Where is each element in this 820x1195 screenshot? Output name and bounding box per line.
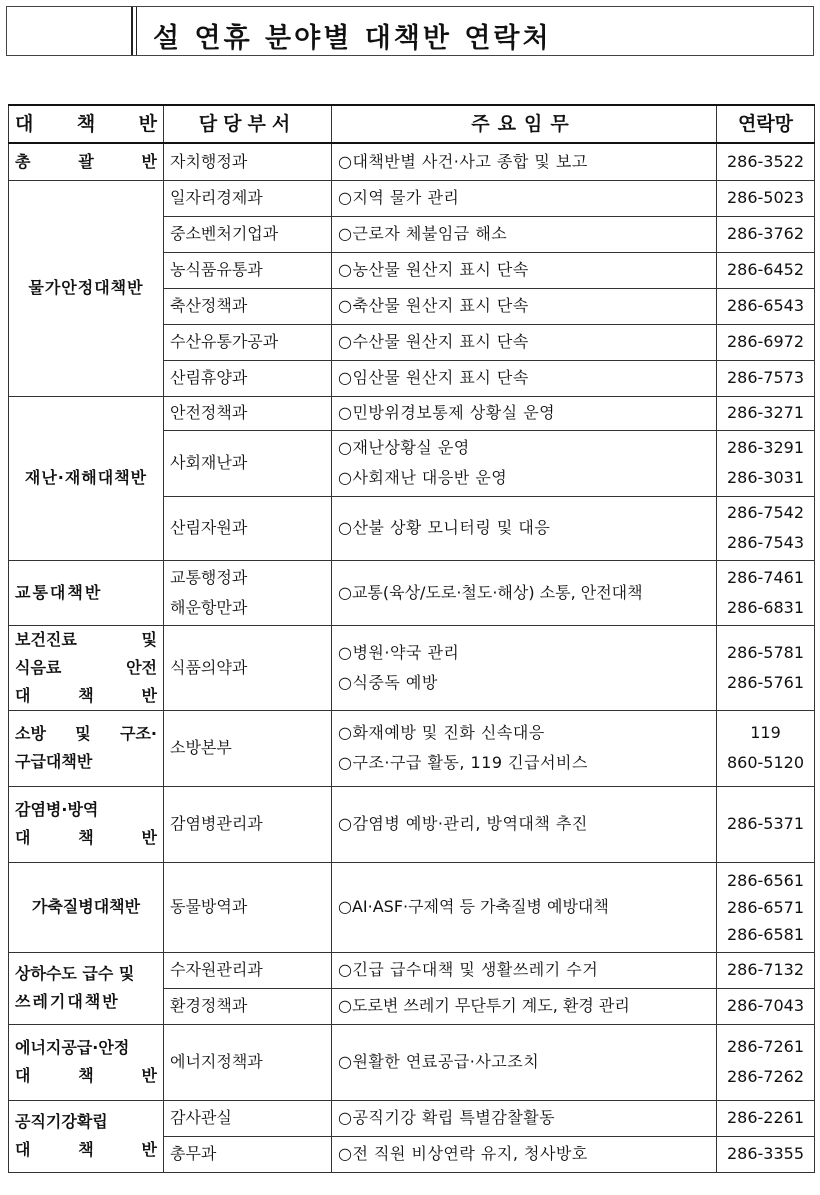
phone-line: 286-7461	[726, 567, 805, 587]
phone-cell	[717, 862, 815, 952]
phone-cell	[717, 625, 815, 710]
table-row	[9, 560, 815, 625]
phone-line: 286-6561	[726, 870, 805, 890]
phone-cell: 286-5023	[717, 180, 815, 216]
phone-line: 286-6831	[726, 597, 805, 617]
duty-cell: ○지역 물가 관리	[332, 180, 717, 216]
duty-cell: ○원활한 연료공급·사고조치	[332, 1024, 717, 1100]
dept-cell: 총무과	[164, 1136, 332, 1172]
phone-cell	[717, 710, 815, 786]
team-cell	[9, 952, 164, 1024]
duty-line: ○화재예방 및 진화 신속대응	[338, 723, 545, 742]
phone-cell: 286-7043	[717, 988, 815, 1024]
team-line: 대 책 반	[15, 1140, 157, 1159]
dept-cell: 안전정책과	[164, 396, 332, 430]
duty-cell	[332, 625, 717, 710]
duty-line: ○식중독 예방	[338, 672, 438, 692]
phone-cell: 286-3271	[717, 396, 815, 430]
title-divider	[131, 7, 133, 55]
team-cell: 물가안정대책반	[9, 180, 164, 396]
duty-cell	[332, 430, 717, 496]
team-cell	[9, 625, 164, 710]
phone-line: 286-5761	[726, 672, 805, 692]
contact-table	[8, 104, 815, 1173]
phone-line: 286-7542	[726, 503, 805, 522]
table-row	[9, 1100, 815, 1136]
duty-line: ○재난상황실 운영	[338, 438, 470, 457]
dept-cell: 산림자원과	[164, 496, 332, 560]
phone-line: 286-6581	[726, 924, 805, 944]
phone-line: 286-3291	[726, 438, 805, 457]
table-header-row	[9, 105, 815, 143]
team-line: 대 책 반	[15, 828, 157, 847]
team-line: 보건진료 및	[15, 629, 157, 649]
phone-line: 286-7543	[726, 533, 805, 552]
phone-cell	[717, 430, 815, 496]
table-row	[9, 143, 815, 180]
dept-cell: 감염병관리과	[164, 786, 332, 862]
page-title: 설 연휴 분야별 대책반 연락처	[153, 23, 552, 54]
phone-cell: 286-3522	[717, 143, 815, 180]
header-dept: 담당부서	[164, 105, 332, 143]
dept-cell: 자치행정과	[164, 143, 332, 180]
team-line: 공직기강확립	[15, 1112, 108, 1131]
dept-cell: 농식품유통과	[164, 252, 332, 288]
team-cell	[9, 1100, 164, 1172]
duty-cell: ○긴급 급수대책 및 생활쓰레기 수거	[332, 952, 717, 988]
duty-cell: ○전 직원 비상연락 유지, 청사방호	[332, 1136, 717, 1172]
dept-cell: 수자원관리과	[164, 952, 332, 988]
team-line: 소방 및 구조·	[15, 724, 157, 743]
phone-cell	[717, 496, 815, 560]
team-line: 상하수도 급수 및	[15, 964, 135, 983]
phone-line: 286-6571	[726, 897, 805, 917]
team-cell	[9, 710, 164, 786]
duty-cell: ○근로자 체불임금 해소	[332, 216, 717, 252]
phone-line: 286-5781	[726, 642, 805, 662]
table-row	[9, 786, 815, 862]
dept-cell: 중소벤처기업과	[164, 216, 332, 252]
table-row	[9, 710, 815, 786]
phone-line: 286-7262	[726, 1067, 805, 1086]
phone-cell: 286-6543	[717, 288, 815, 324]
duty-cell: ○농산물 원산지 표시 단속	[332, 252, 717, 288]
table-row	[9, 396, 815, 430]
duty-cell	[332, 710, 717, 786]
table-row	[9, 180, 815, 216]
phone-cell: 286-3355	[717, 1136, 815, 1172]
header-duty: 주요임무	[332, 105, 717, 143]
duty-cell: ○축산물 원산지 표시 단속	[332, 288, 717, 324]
team-line: 쓰레기대책반	[15, 992, 120, 1011]
phone-line: 286-3031	[726, 468, 805, 487]
team-line: 감염병·방역	[15, 800, 99, 819]
dept-cell: 식품의약과	[164, 625, 332, 710]
dept-cell	[164, 560, 332, 625]
duty-line: ○구조·구급 활동, 119 긴급서비스	[338, 753, 588, 772]
team-cell: 총 괄 반	[9, 143, 164, 180]
phone-cell: 286-6452	[717, 252, 815, 288]
phone-line: 119	[750, 723, 781, 742]
duty-cell: ○공직기강 확립 특별감찰활동	[332, 1100, 717, 1136]
dept-cell: 에너지정책과	[164, 1024, 332, 1100]
duty-cell: ○감염병 예방·관리, 방역대책 추진	[332, 786, 717, 862]
team-cell	[9, 1024, 164, 1100]
dept-cell: 수산유통가공과	[164, 324, 332, 360]
table-row	[9, 862, 815, 952]
title-box	[6, 6, 814, 56]
table-row	[9, 952, 815, 988]
phone-cell: 286-5371	[717, 786, 815, 862]
duty-cell: ○교통(육상/도로·철도·해상) 소통, 안전대책	[332, 560, 717, 625]
phone-cell	[717, 560, 815, 625]
duty-cell: ○임산물 원산지 표시 단속	[332, 360, 717, 396]
phone-line: 286-7261	[726, 1037, 805, 1056]
dept-cell: 사회재난과	[164, 430, 332, 496]
dept-cell: 산림휴양과	[164, 360, 332, 396]
dept-cell: 축산정책과	[164, 288, 332, 324]
team-line: 구급대책반	[15, 752, 93, 771]
duty-cell: ○산불 상황 모니터링 및 대응	[332, 496, 717, 560]
title-divider	[136, 7, 137, 55]
phone-cell: 286-7132	[717, 952, 815, 988]
dept-line: 교통행정과	[170, 567, 248, 587]
duty-line: ○사회재난 대응반 운영	[338, 468, 508, 487]
team-cell: 교통대책반	[9, 560, 164, 625]
header-phone: 연락망	[717, 105, 815, 143]
duty-cell: ○도로변 쓰레기 무단투기 계도, 환경 관리	[332, 988, 717, 1024]
duty-cell: ○민방위경보통제 상황실 운영	[332, 396, 717, 430]
dept-line: 해운항만과	[170, 597, 248, 617]
table-row	[9, 1024, 815, 1100]
dept-cell: 환경정책과	[164, 988, 332, 1024]
duty-cell: ○대책반별 사건·사고 종합 및 보고	[332, 143, 717, 180]
phone-line: 860-5120	[726, 753, 805, 772]
team-line: 대 책 반	[15, 1066, 157, 1085]
team-line: 에너지공급·안정	[15, 1038, 130, 1057]
duty-line: ○병원·약국 관리	[338, 642, 460, 662]
phone-cell	[717, 1024, 815, 1100]
table-row	[9, 625, 815, 710]
team-cell: 재난·재해대책반	[9, 396, 164, 560]
team-line: 대 책 반	[15, 685, 157, 705]
dept-cell: 감사관실	[164, 1100, 332, 1136]
team-cell: 가축질병대책반	[9, 862, 164, 952]
duty-cell: ○수산물 원산지 표시 단속	[332, 324, 717, 360]
phone-cell: 286-2261	[717, 1100, 815, 1136]
dept-cell: 동물방역과	[164, 862, 332, 952]
team-line: 식음료 안전	[15, 657, 157, 677]
dept-cell: 소방본부	[164, 710, 332, 786]
dept-cell: 일자리경제과	[164, 180, 332, 216]
phone-cell: 286-7573	[717, 360, 815, 396]
team-cell	[9, 786, 164, 862]
phone-cell: 286-3762	[717, 216, 815, 252]
phone-cell: 286-6972	[717, 324, 815, 360]
duty-cell: ○AI·ASF·구제역 등 가축질병 예방대책	[332, 862, 717, 952]
header-team: 대 책 반	[9, 105, 164, 143]
